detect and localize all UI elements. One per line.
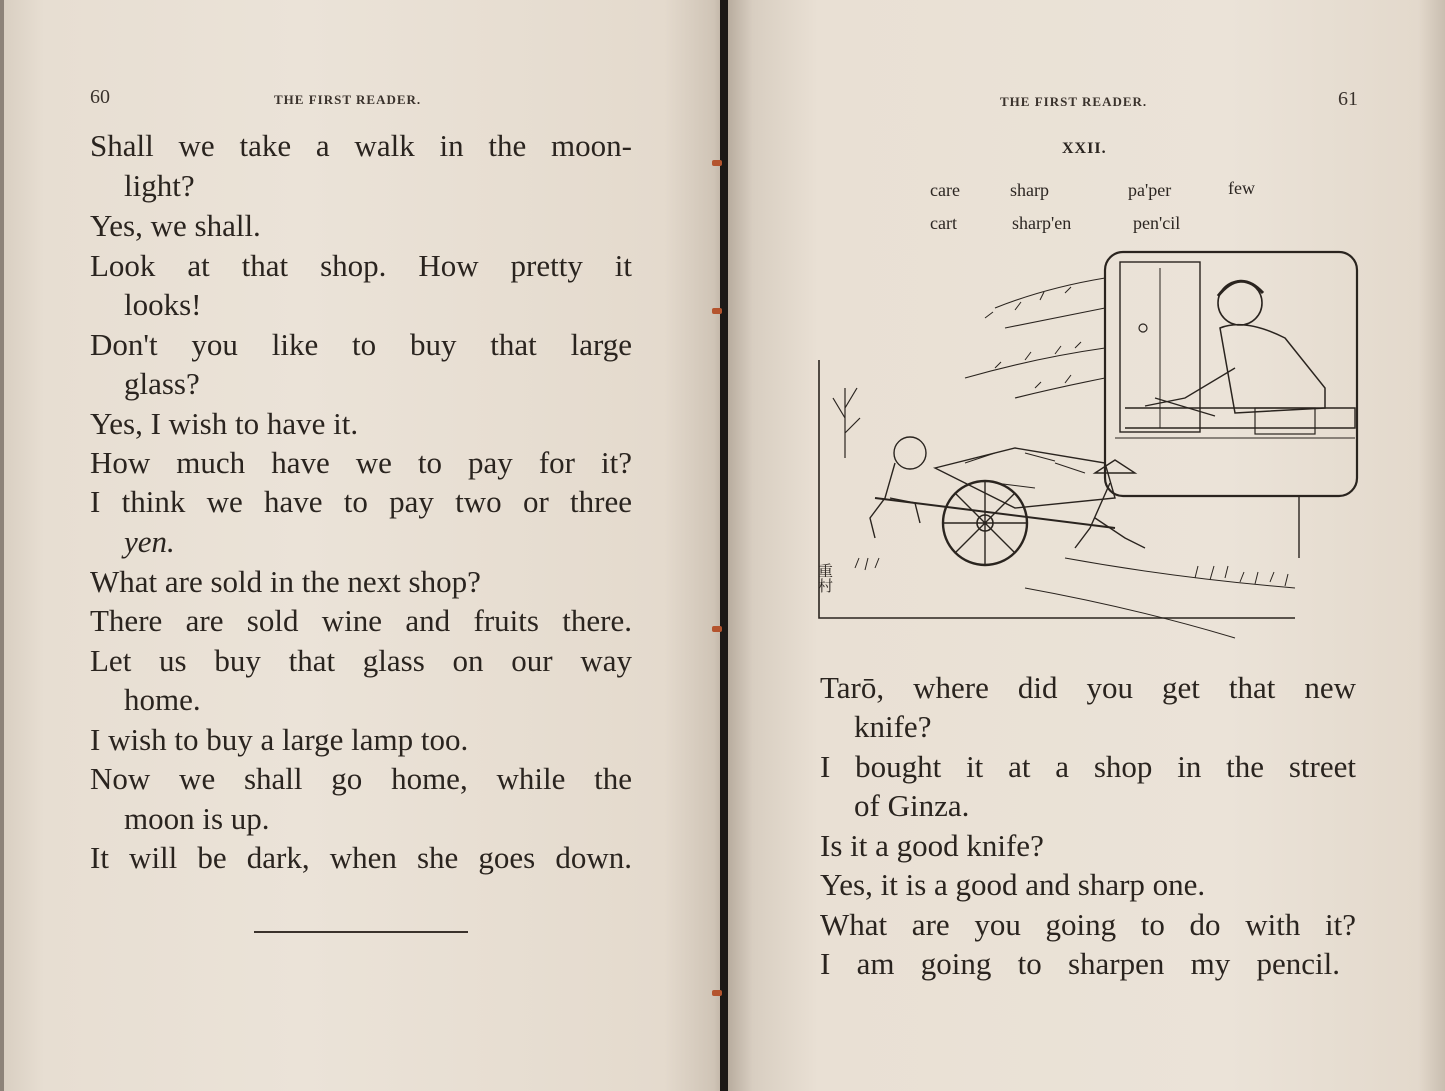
text-line: How much have we to pay for it? xyxy=(90,445,632,480)
text-line: home. xyxy=(124,682,201,717)
text-line: moon is up. xyxy=(124,801,270,836)
text-line: knife? xyxy=(854,709,932,744)
text-line: What are sold in the next shop? xyxy=(90,564,481,599)
inset-frame xyxy=(1105,252,1357,496)
vocab-word: cart xyxy=(930,213,957,233)
text-line: Shall we take a walk in the moon- xyxy=(90,128,632,163)
text-line: I think we have to pay two or three xyxy=(90,484,632,519)
text-line: Yes, we shall. xyxy=(90,208,261,243)
text-line: I bought it at a shop in the street xyxy=(820,749,1356,784)
vocab-word: pa'per xyxy=(1128,180,1172,200)
text-line: Look at that shop. How pretty it xyxy=(90,248,632,283)
text-line: I am going to sharpen my pencil. xyxy=(820,946,1340,981)
left-running-head: THE FIRST READER. xyxy=(274,92,422,107)
vocab-word: sharp xyxy=(1010,180,1049,200)
text-line: light? xyxy=(124,168,195,203)
text-line: looks! xyxy=(124,287,202,322)
vocab-word: care xyxy=(930,180,960,200)
text-line: of Ginza. xyxy=(854,788,970,823)
vocab-word: sharp'en xyxy=(1012,213,1072,233)
vocab-word: pen'cil xyxy=(1133,213,1181,233)
vocab-word: few xyxy=(1228,178,1255,198)
text-line: It will be dark, when she goes down. xyxy=(90,840,632,875)
binding-stitch xyxy=(712,990,722,996)
illustration-signature: 重村 xyxy=(816,563,834,593)
text-line: I wish to buy a large lamp too. xyxy=(90,722,469,757)
text-line: There are sold wine and fruits there. xyxy=(90,603,632,638)
text-line: What are you going to do with it? xyxy=(820,907,1356,942)
text-line: Tarō, where did you get that new xyxy=(820,670,1356,705)
binding-stitch xyxy=(712,160,722,166)
lesson-number: XXII. xyxy=(1062,140,1107,157)
text-line: glass? xyxy=(124,366,200,401)
right-page-number: 61 xyxy=(1338,88,1358,110)
text-line: Now we shall go home, while the xyxy=(90,761,632,796)
text-line: Don't you like to buy that large xyxy=(90,327,632,362)
lesson-illustration xyxy=(815,248,1360,643)
left-page-number: 60 xyxy=(90,86,110,108)
binding-stitch xyxy=(712,626,722,632)
scene-frame xyxy=(819,360,1295,618)
text-line: Yes, I wish to have it. xyxy=(90,406,359,441)
text-line: Yes, it is a good and sharp one. xyxy=(820,867,1206,902)
text-line: Let us buy that glass on our way xyxy=(90,643,632,678)
section-divider-rule xyxy=(254,931,468,933)
text-line: yen. xyxy=(124,524,175,559)
right-running-head: THE FIRST READER. xyxy=(1000,94,1148,109)
binding-stitch xyxy=(712,308,722,314)
text-line: Is it a good knife? xyxy=(820,828,1044,863)
